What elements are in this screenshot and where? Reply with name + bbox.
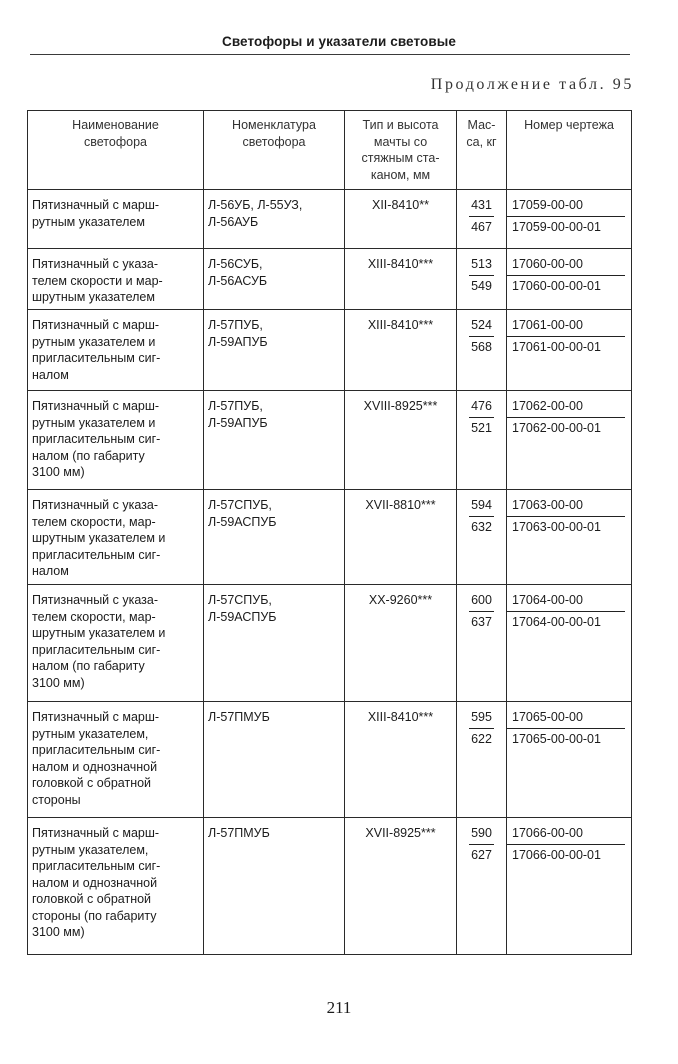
cell-signal-name xyxy=(28,249,204,310)
drawing-number-upper: 17064-00-00 xyxy=(507,592,625,612)
text-line: налом (по габариту xyxy=(32,659,145,673)
cell-nomenclature xyxy=(204,190,345,249)
mass-value-lower: 622 xyxy=(471,731,492,746)
drawing-number-upper: 17065-00-00 xyxy=(507,709,625,729)
cell-drawing-number xyxy=(507,190,632,249)
cell-signal-name xyxy=(28,190,204,249)
table-continuation-caption: Продолжение табл. 95 xyxy=(430,76,634,93)
text-line: Л-59АСПУБ xyxy=(208,514,277,529)
text-line: шрутным указателем xyxy=(32,290,155,304)
cell-mass xyxy=(457,310,507,391)
cell-mast-type: XIII-8410*** xyxy=(345,310,457,391)
cell-mass xyxy=(457,249,507,310)
cell-nomenclature xyxy=(204,310,345,391)
cell-signal-name xyxy=(28,702,204,818)
header-type xyxy=(345,111,457,190)
text-line: пригласительным сиг- xyxy=(32,351,161,365)
cell-nomenclature xyxy=(204,249,345,310)
mass-value-upper: 476 xyxy=(469,398,494,418)
text-line: пригласительным сиг- xyxy=(32,547,161,562)
drawing-number-lower: 17063-00-00-01 xyxy=(512,519,601,534)
cell-mass xyxy=(457,585,507,702)
drawing-number-lower: 17062-00-00-01 xyxy=(512,420,601,435)
drawing-number-lower: 17060-00-00-01 xyxy=(512,278,601,293)
text-line: Пятизначный с указа- xyxy=(32,498,159,512)
cell-nomenclature xyxy=(204,702,345,818)
text-line: 3100 мм) xyxy=(32,675,85,690)
drawing-number-upper: 17066-00-00 xyxy=(507,825,625,845)
text-line: мачты со xyxy=(373,134,428,149)
text-line: светофора xyxy=(84,134,147,149)
header-drawing xyxy=(507,111,632,190)
text-line: Тип и высота xyxy=(362,118,439,132)
text-line: пригласительным сиг- xyxy=(32,432,161,446)
text-line: Пятизначный с марш- xyxy=(32,318,160,332)
text-line: Л-59АСПУБ xyxy=(208,609,277,624)
text-line: са, кг xyxy=(466,134,497,149)
text-line: пригласительным сиг- xyxy=(32,743,161,757)
table-row xyxy=(28,585,632,702)
text-line: налом и однозначной xyxy=(32,875,158,890)
text-line: телем скорости, мар- xyxy=(32,514,156,529)
header-name xyxy=(28,111,204,190)
mass-value-upper: 524 xyxy=(469,317,494,337)
text-line: Л-56УБ, Л-55УЗ, xyxy=(208,198,303,212)
text-line: рутным указателем и xyxy=(32,415,156,430)
cell-drawing-number xyxy=(507,310,632,391)
text-line: шрутным указателем и xyxy=(32,626,166,640)
cell-mast-type: XIII-8410*** xyxy=(345,249,457,310)
text-line: налом и однозначной xyxy=(32,759,158,774)
table-row xyxy=(28,818,632,955)
text-line: пригласительным сиг- xyxy=(32,859,161,873)
mass-value-upper: 594 xyxy=(469,497,494,517)
text-line: Пятизначный с марш- xyxy=(32,198,160,212)
text-line: рутным указателем xyxy=(32,214,145,229)
mass-value-upper: 595 xyxy=(469,709,494,729)
text-line: налом xyxy=(32,564,69,578)
text-line: Л-59АПУБ xyxy=(208,334,268,349)
text-line: головкой с обратной xyxy=(32,776,152,790)
cell-mass xyxy=(457,818,507,955)
signal-table xyxy=(27,110,632,955)
table-row xyxy=(28,702,632,818)
text-line: 3100 мм) xyxy=(32,925,85,939)
cell-mast-type: XIII-8410*** xyxy=(345,702,457,818)
text-line: стороны xyxy=(32,792,81,807)
text-line: головкой с обратной xyxy=(32,892,152,906)
drawing-number-upper: 17060-00-00 xyxy=(507,256,625,276)
table-row xyxy=(28,310,632,391)
mass-value-upper: 600 xyxy=(469,592,494,612)
mass-value-lower: 632 xyxy=(471,519,492,534)
cell-nomenclature xyxy=(204,490,345,585)
cell-mass xyxy=(457,702,507,818)
cell-signal-name xyxy=(28,490,204,585)
text-line: налом (по габариту xyxy=(32,448,145,463)
cell-signal-name xyxy=(28,818,204,955)
text-line: Номенклатура xyxy=(232,118,316,132)
text-line: Пятизначный с марш- xyxy=(32,399,160,413)
text-line: телем скорости, мар- xyxy=(32,609,156,624)
text-line: Пятизначный с указа- xyxy=(32,593,159,607)
drawing-number-upper: 17061-00-00 xyxy=(507,317,625,337)
text-line: Л-57ПМУБ xyxy=(208,710,270,724)
drawing-number-lower: 17059-00-00-01 xyxy=(512,219,601,234)
running-head: Светофоры и указатели световые xyxy=(221,34,457,49)
cell-drawing-number xyxy=(507,249,632,310)
cell-mass xyxy=(457,490,507,585)
cell-mast-type: XVII-8810*** xyxy=(345,490,457,585)
page-number: 211 xyxy=(326,998,352,1017)
drawing-number-upper: 17059-00-00 xyxy=(507,197,625,217)
mass-value-lower: 637 xyxy=(471,614,492,629)
mass-value-lower: 549 xyxy=(471,278,492,293)
text-line: шрутным указателем и xyxy=(32,531,166,545)
cell-drawing-number xyxy=(507,391,632,490)
header-rule xyxy=(30,54,630,55)
cell-mast-type: XVIII-8925*** xyxy=(345,391,457,490)
text-line: Наименование xyxy=(72,118,159,132)
text-line: Л-57СПУБ, xyxy=(208,498,272,512)
text-line: Номер чертежа xyxy=(524,118,614,132)
text-line: рутным указателем, xyxy=(32,842,149,857)
drawing-number-lower: 17061-00-00-01 xyxy=(512,339,601,354)
drawing-number-lower: 17065-00-00-01 xyxy=(512,731,601,746)
drawing-number-lower: 17064-00-00-01 xyxy=(512,614,601,629)
cell-nomenclature xyxy=(204,391,345,490)
text-line: телем скорости и мар- xyxy=(32,273,163,288)
text-line: Л-57СПУБ, xyxy=(208,593,272,607)
cell-signal-name xyxy=(28,585,204,702)
cell-drawing-number xyxy=(507,818,632,955)
text-line: светофора xyxy=(242,134,306,149)
text-line: рутным указателем, xyxy=(32,726,149,741)
cell-mast-type: XX-9260*** xyxy=(345,585,457,702)
text-line: Л-57ПУБ, xyxy=(208,318,263,332)
table-header-row xyxy=(28,111,632,190)
text-line: Пятизначный с марш- xyxy=(32,710,160,724)
mass-value-lower: 521 xyxy=(471,420,492,435)
header-mass xyxy=(457,111,507,190)
text-line: Л-59АПУБ xyxy=(208,415,268,430)
text-line: Л-56АСУБ xyxy=(208,273,268,288)
text-line: Пятизначный с марш- xyxy=(32,826,160,840)
text-line: Л-57ПМУБ xyxy=(208,826,270,840)
cell-signal-name xyxy=(28,391,204,490)
mass-value-upper: 431 xyxy=(469,197,494,217)
text-line: 3100 мм) xyxy=(32,465,85,479)
mass-value-upper: 590 xyxy=(469,825,494,845)
text-line: Л-56АУБ xyxy=(208,214,259,229)
table-row xyxy=(28,249,632,310)
text-line: стяжным ста- xyxy=(361,151,440,165)
mass-value-upper: 513 xyxy=(469,256,494,276)
cell-nomenclature xyxy=(204,818,345,955)
text-line: налом xyxy=(32,367,69,382)
text-line: Пятизначный с указа- xyxy=(32,257,159,271)
cell-drawing-number xyxy=(507,585,632,702)
cell-mass xyxy=(457,391,507,490)
cell-drawing-number xyxy=(507,490,632,585)
drawing-number-lower: 17066-00-00-01 xyxy=(512,847,601,862)
cell-mast-type: XII-8410** xyxy=(345,190,457,249)
text-line: каном, мм xyxy=(370,167,431,182)
header-code xyxy=(204,111,345,190)
table-row xyxy=(28,391,632,490)
table-row xyxy=(28,490,632,585)
cell-drawing-number xyxy=(507,702,632,818)
text-line: пригласительным сиг- xyxy=(32,642,161,657)
cell-mast-type: XVII-8925*** xyxy=(345,818,457,955)
text-line: Мас- xyxy=(467,118,496,132)
cell-nomenclature xyxy=(204,585,345,702)
text-line: Л-57ПУБ, xyxy=(208,399,263,413)
mass-value-lower: 568 xyxy=(471,339,492,354)
cell-mass xyxy=(457,190,507,249)
mass-value-lower: 467 xyxy=(471,219,492,234)
text-line: Л-56СУБ, xyxy=(208,257,263,271)
drawing-number-upper: 17062-00-00 xyxy=(507,398,625,418)
text-line: рутным указателем и xyxy=(32,334,156,349)
text-line: стороны (по габариту xyxy=(32,908,157,923)
table-row xyxy=(28,190,632,249)
drawing-number-upper: 17063-00-00 xyxy=(507,497,625,517)
mass-value-lower: 627 xyxy=(471,847,492,862)
cell-signal-name xyxy=(28,310,204,391)
